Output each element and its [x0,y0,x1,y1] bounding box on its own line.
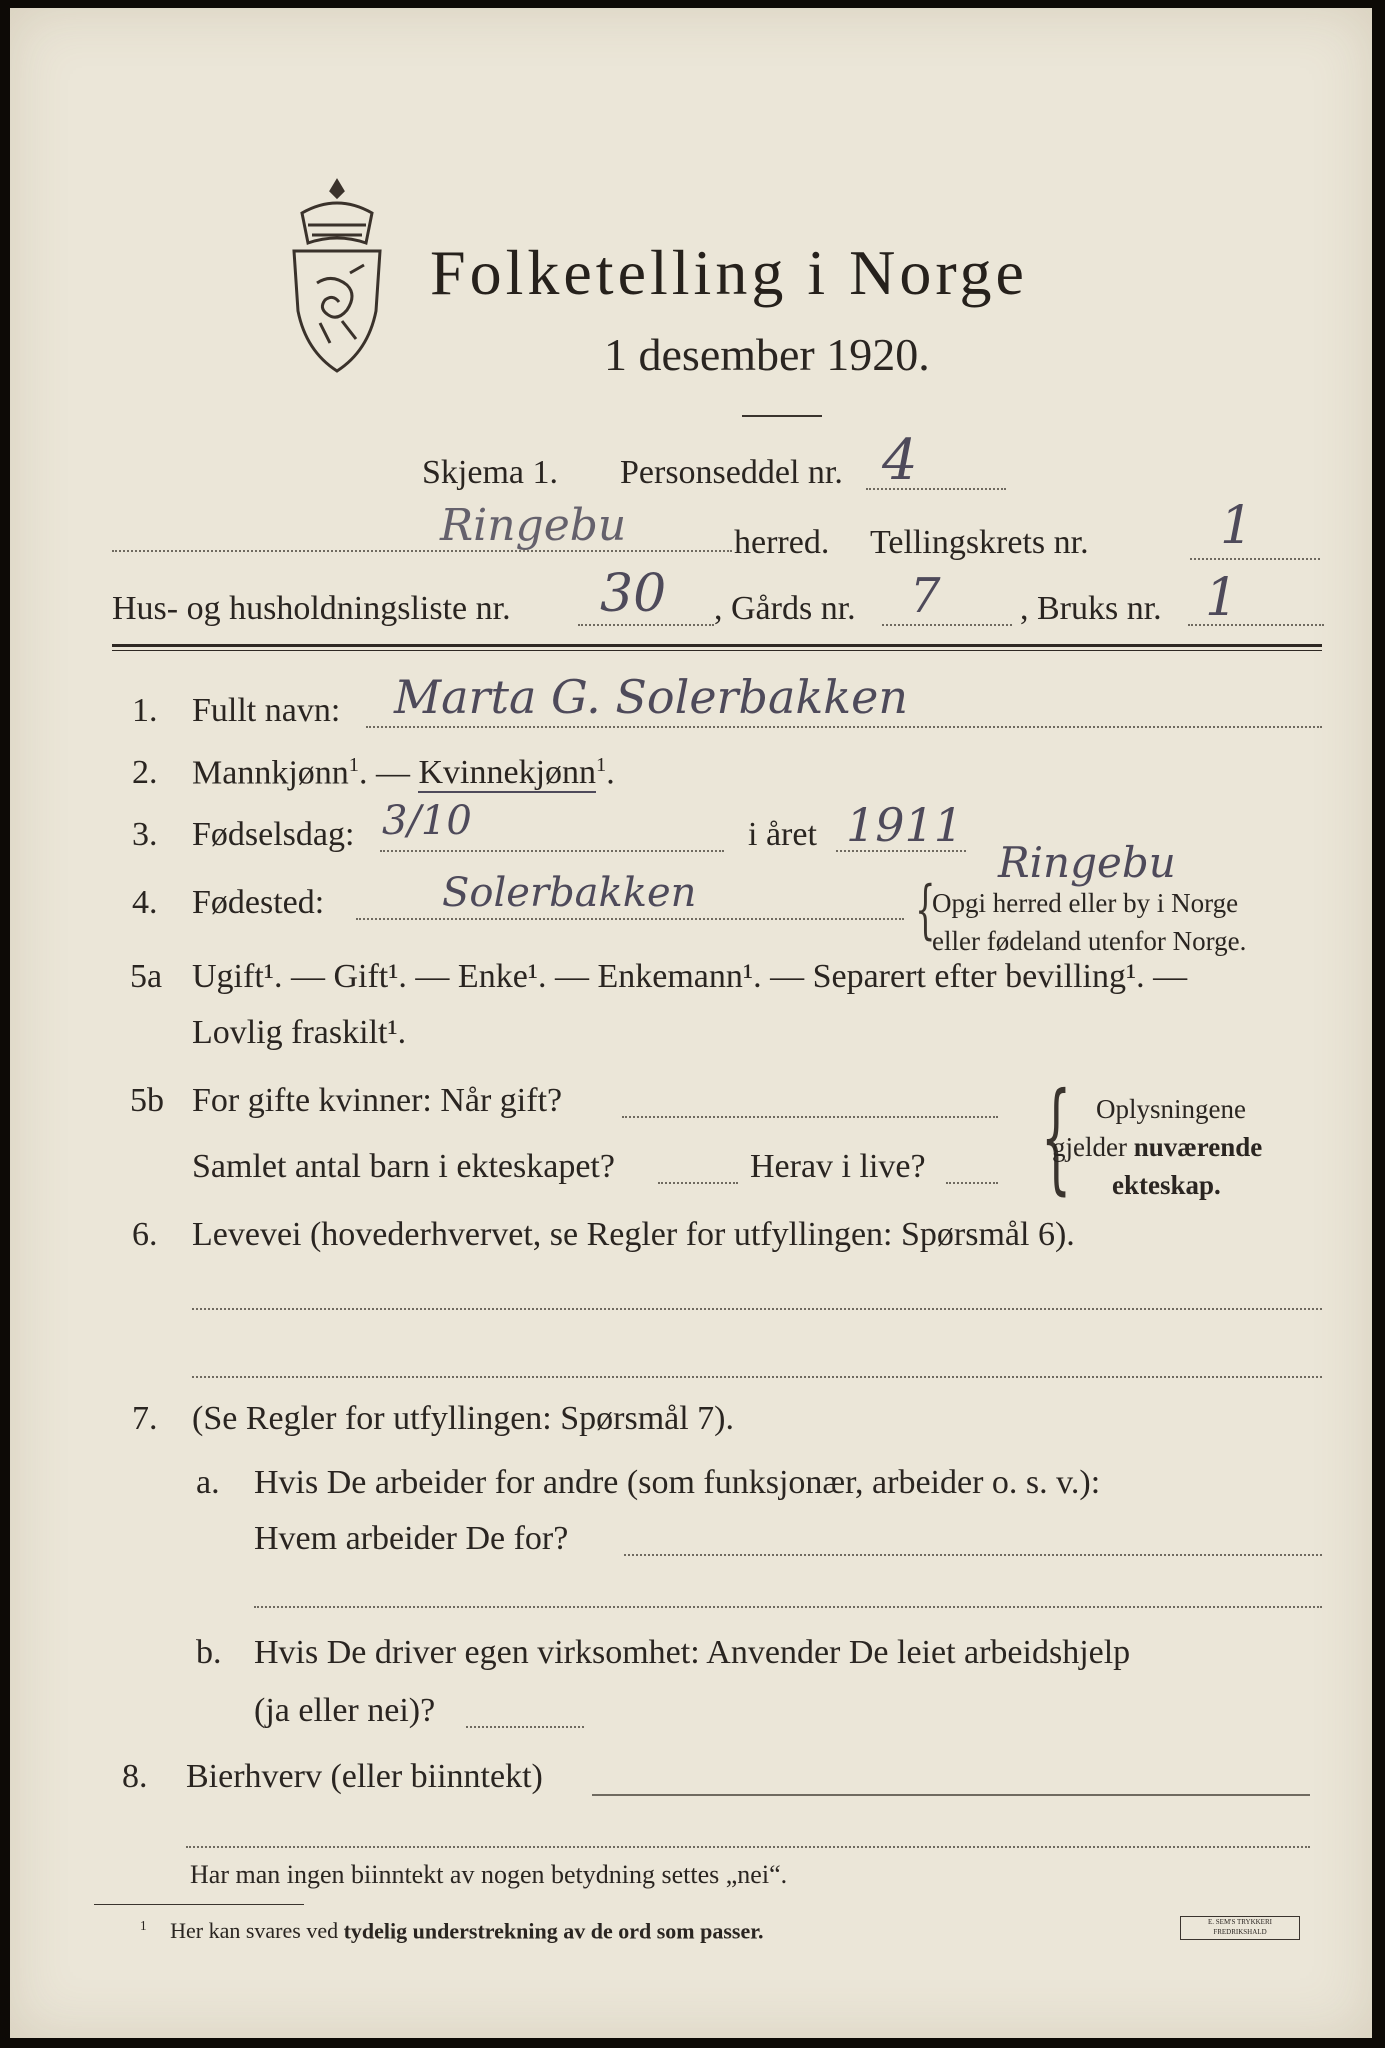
tellingskrets-label: Tellingskrets nr. [870,524,1089,561]
q3-birth-year-value[interactable]: 1911 [846,798,964,852]
q1-number: 1. [132,692,158,729]
skjema-label: Skjema 1. [422,454,558,491]
q4-birthplace-municipality[interactable]: Ringebu [998,838,1176,887]
norway-coat-of-arms-icon [272,173,402,378]
q2-end: . [606,754,615,792]
biinntekt-note: Har man ingen biinntekt av nogen betydning settes „nei“. [190,1860,788,1889]
q8-number: 8. [122,1758,148,1795]
footnote-mark: 1 [140,1918,147,1933]
q5a-options-line2[interactable]: Lovlig fraskilt¹. [192,1014,407,1051]
q5a-number: 5a [130,958,163,995]
q5b-children-line [658,1182,738,1184]
q6-number: 6. [132,1216,158,1253]
q7b-answer-line [466,1726,584,1728]
gards-value[interactable]: 7 [910,568,941,624]
q5b-note-brace: { [1040,1068,1072,1207]
q1-line [366,726,1322,728]
herred-line [112,550,732,552]
q4-note-line1: Opgi herred eller by i Norge [932,888,1239,918]
q2-gender-options: Mannkjønn$^1$. — Kvinnekjønn$^1$. [192,754,615,792]
q8-line [592,1794,1310,1796]
footnote-text-a: Her kan svares ved [170,1918,344,1944]
q5b-line2b: Herav i live? [750,1148,926,1185]
q4-line [356,918,904,920]
form-title: Folketelling i Norge [430,237,1028,308]
tellingskrets-line [1190,558,1320,560]
q7-number: 7. [132,1400,158,1437]
q1-label: Fullt navn: [192,692,341,729]
printer-stamp: E. SEM'S TRYKKERI FREDRIKSHALD [1180,1916,1300,1940]
q6-line2 [192,1376,1322,1378]
q7b-line1: Hvis De driver egen virksomhet: Anvender De leiet arbeidshjelp [254,1634,1131,1671]
q3-year-label: i året [748,816,817,853]
q7b-line2: (ja eller nei)? [254,1692,436,1729]
q5b-number: 5b [130,1082,164,1119]
q5b-note-line1: Oplysningene [1096,1094,1246,1124]
q7a-employer-line [624,1554,1322,1556]
q2-female-option[interactable]: Kvinnekjønn [418,754,597,792]
herred-label: herred. [734,524,830,561]
q5b-married-line [622,1116,998,1118]
q7-label: (Se Regler for utfyllingen: Spørsmål 7). [192,1400,735,1437]
q4-note-line2: eller fødeland utenfor Norge. [932,926,1247,956]
q3-label: Fødselsdag: [192,816,355,853]
bruks-value[interactable]: 1 [1205,568,1239,628]
q5b-note-line2b: nuværende [1133,1132,1263,1162]
title-divider [742,415,822,417]
q5b-note-line3: ekteskap. [1112,1170,1221,1200]
census-form-sheet [10,8,1372,2038]
q3-birth-day[interactable]: 3/10 [382,798,472,844]
q2-number: 2. [132,754,158,791]
q7a-line2: Hvem arbeider De for? [254,1520,569,1557]
q7a-line1: Hvis De arbeider for andre (som funksjonær, arbeider o. s. v.): [254,1464,1101,1501]
q1-full-name[interactable]: Marta G. Solerbakken [394,670,908,724]
q3-number: 3. [132,816,158,853]
tellingskrets-value[interactable]: 1 [1220,496,1254,556]
q4-label: Fødested: [192,884,325,921]
q7a-letter: a. [196,1464,220,1501]
census-date: 1 desember 1920. [604,329,930,380]
husliste-value[interactable]: 30 [600,564,667,624]
q6-label: Levevei (hovederhvervet, se Regler for utfyllingen: Spørsmål 6). [192,1216,1075,1253]
husliste-line [578,624,714,626]
gards-label: , Gårds nr. [714,590,856,627]
q4-note-brace: { [915,873,936,947]
footnote-text-b: tydelig understrekning av de ord som passer. [343,1918,764,1944]
bruks-label: , Bruks nr. [1020,590,1162,627]
q8-line2 [186,1846,1310,1848]
q5b-note-line2a: gjelder [1052,1132,1134,1162]
header-double-rule [112,644,1322,651]
q5a-options-line1[interactable]: Ugift¹. — Gift¹. — Enke¹. — Enkemann¹. — Separert efter bevilling¹. — [192,958,1188,995]
q5b-line2a: Samlet antal barn i ekteskapet? [192,1148,615,1185]
q8-label: Bierhverv (eller biinntekt) [186,1758,543,1795]
q5b-line1: For gifte kvinner: Når gift? [192,1082,563,1119]
q4-number: 4. [132,884,158,921]
q3-day-line [380,850,724,852]
personseddel-label: Personseddel nr. [620,454,843,491]
q6-line1 [192,1308,1322,1310]
q7b-letter: b. [196,1634,222,1671]
herred-value[interactable]: Ringebu [440,500,627,551]
q5b-note-line2 [1052,1132,1262,1163]
q7a-employer-line2 [254,1606,1322,1608]
q5b-alive-line [946,1182,998,1184]
husliste-label: Hus- og husholdningsliste nr. [112,590,511,627]
footnote-rule [94,1904,304,1905]
q4-birthplace[interactable]: Solerbakken [442,870,697,916]
gards-line [882,624,1012,626]
q2-male-option[interactable]: Mannkjønn [192,754,349,792]
q2-sep: . — [358,754,419,792]
personseddel-value[interactable]: 4 [882,428,918,493]
footnote [140,1918,763,1944]
